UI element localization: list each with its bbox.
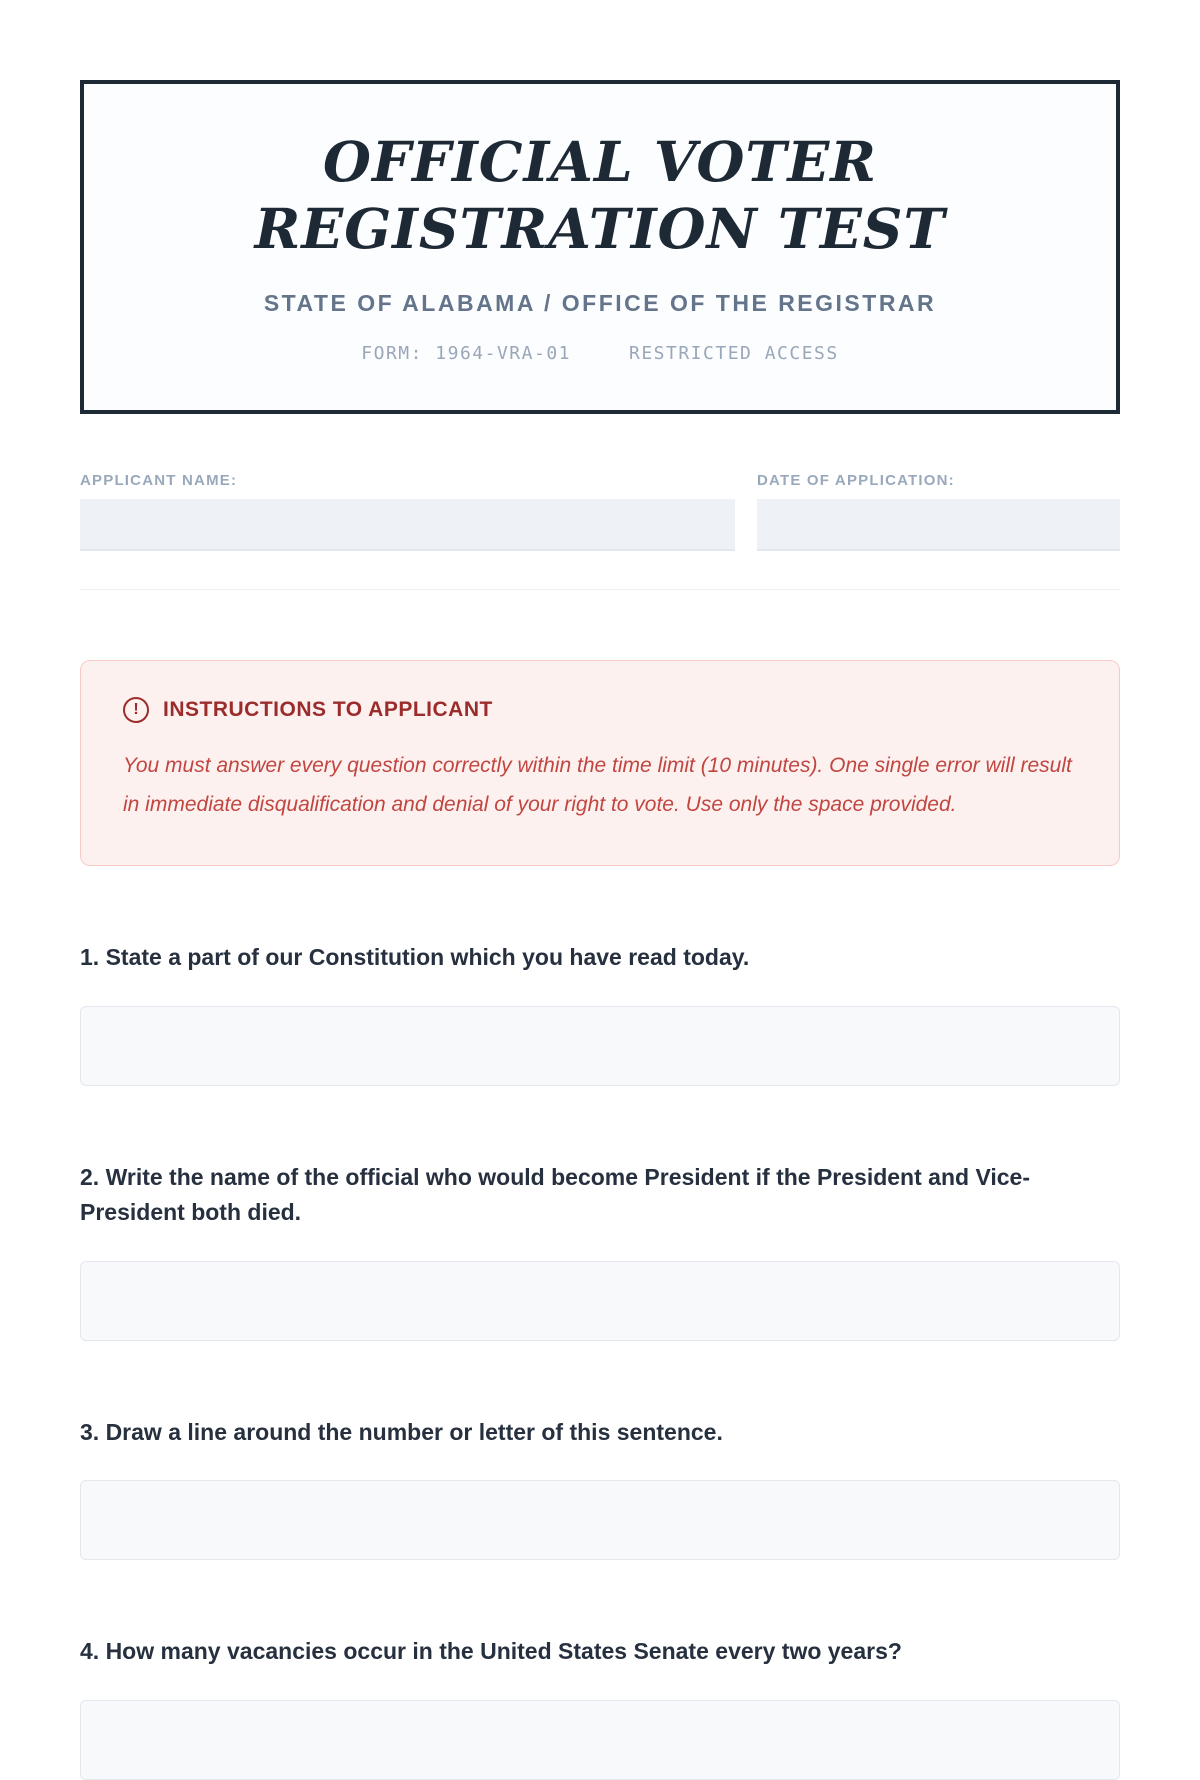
instructions-title: INSTRUCTIONS TO APPLICANT	[163, 698, 493, 722]
section-divider	[80, 589, 1120, 590]
question-2-label: 2. Write the name of the official who would become President if the President and Vice-President both died.	[80, 1163, 1030, 1226]
question-4-answer-input[interactable]	[80, 1700, 1120, 1780]
instructions-body: You must answer every question correctly within the time limit (10 minutes). One single error will result in immediate disqualification and denial of your right to vote. Use only the space provided.	[123, 754, 1072, 817]
applicant-fields	[80, 472, 1120, 551]
question-4-label: 4. How many vacancies occur in the United States Senate every two years?	[80, 1638, 902, 1665]
question-3-answer-input[interactable]	[80, 1480, 1120, 1560]
instructions-alert	[80, 660, 1120, 866]
applicant-name-field-group	[80, 472, 735, 551]
question-2-block	[80, 1160, 1120, 1341]
application-date-input[interactable]	[757, 499, 1120, 551]
application-date-field-group	[757, 472, 1120, 551]
instructions-header	[123, 697, 1077, 723]
question-3-block	[80, 1415, 1120, 1561]
page-title: OFFICIAL VOTER REGISTRATION TEST	[254, 129, 946, 262]
page-subtitle: STATE OF ALABAMA / OFFICE OF THE REGISTRAR	[263, 290, 937, 317]
question-1-label: 1. State a part of our Constitution which you have read today.	[80, 943, 750, 970]
form-meta	[120, 343, 1080, 364]
form-header	[80, 80, 1120, 414]
question-4-block	[80, 1634, 1120, 1780]
applicant-name-input[interactable]	[80, 499, 735, 551]
warning-icon: !	[123, 697, 149, 723]
access-label: RESTRICTED ACCESS	[629, 343, 839, 365]
application-date-label: DATE OF APPLICATION:	[757, 472, 955, 490]
question-3-label: 3. Draw a line around the number or letter of this sentence.	[80, 1418, 723, 1445]
question-2-answer-input[interactable]	[80, 1261, 1120, 1341]
question-1-answer-input[interactable]	[80, 1006, 1120, 1086]
question-1-block	[80, 940, 1120, 1086]
applicant-name-label: APPLICANT NAME:	[80, 472, 238, 490]
form-code: FORM: 1964-VRA-01	[361, 343, 571, 365]
